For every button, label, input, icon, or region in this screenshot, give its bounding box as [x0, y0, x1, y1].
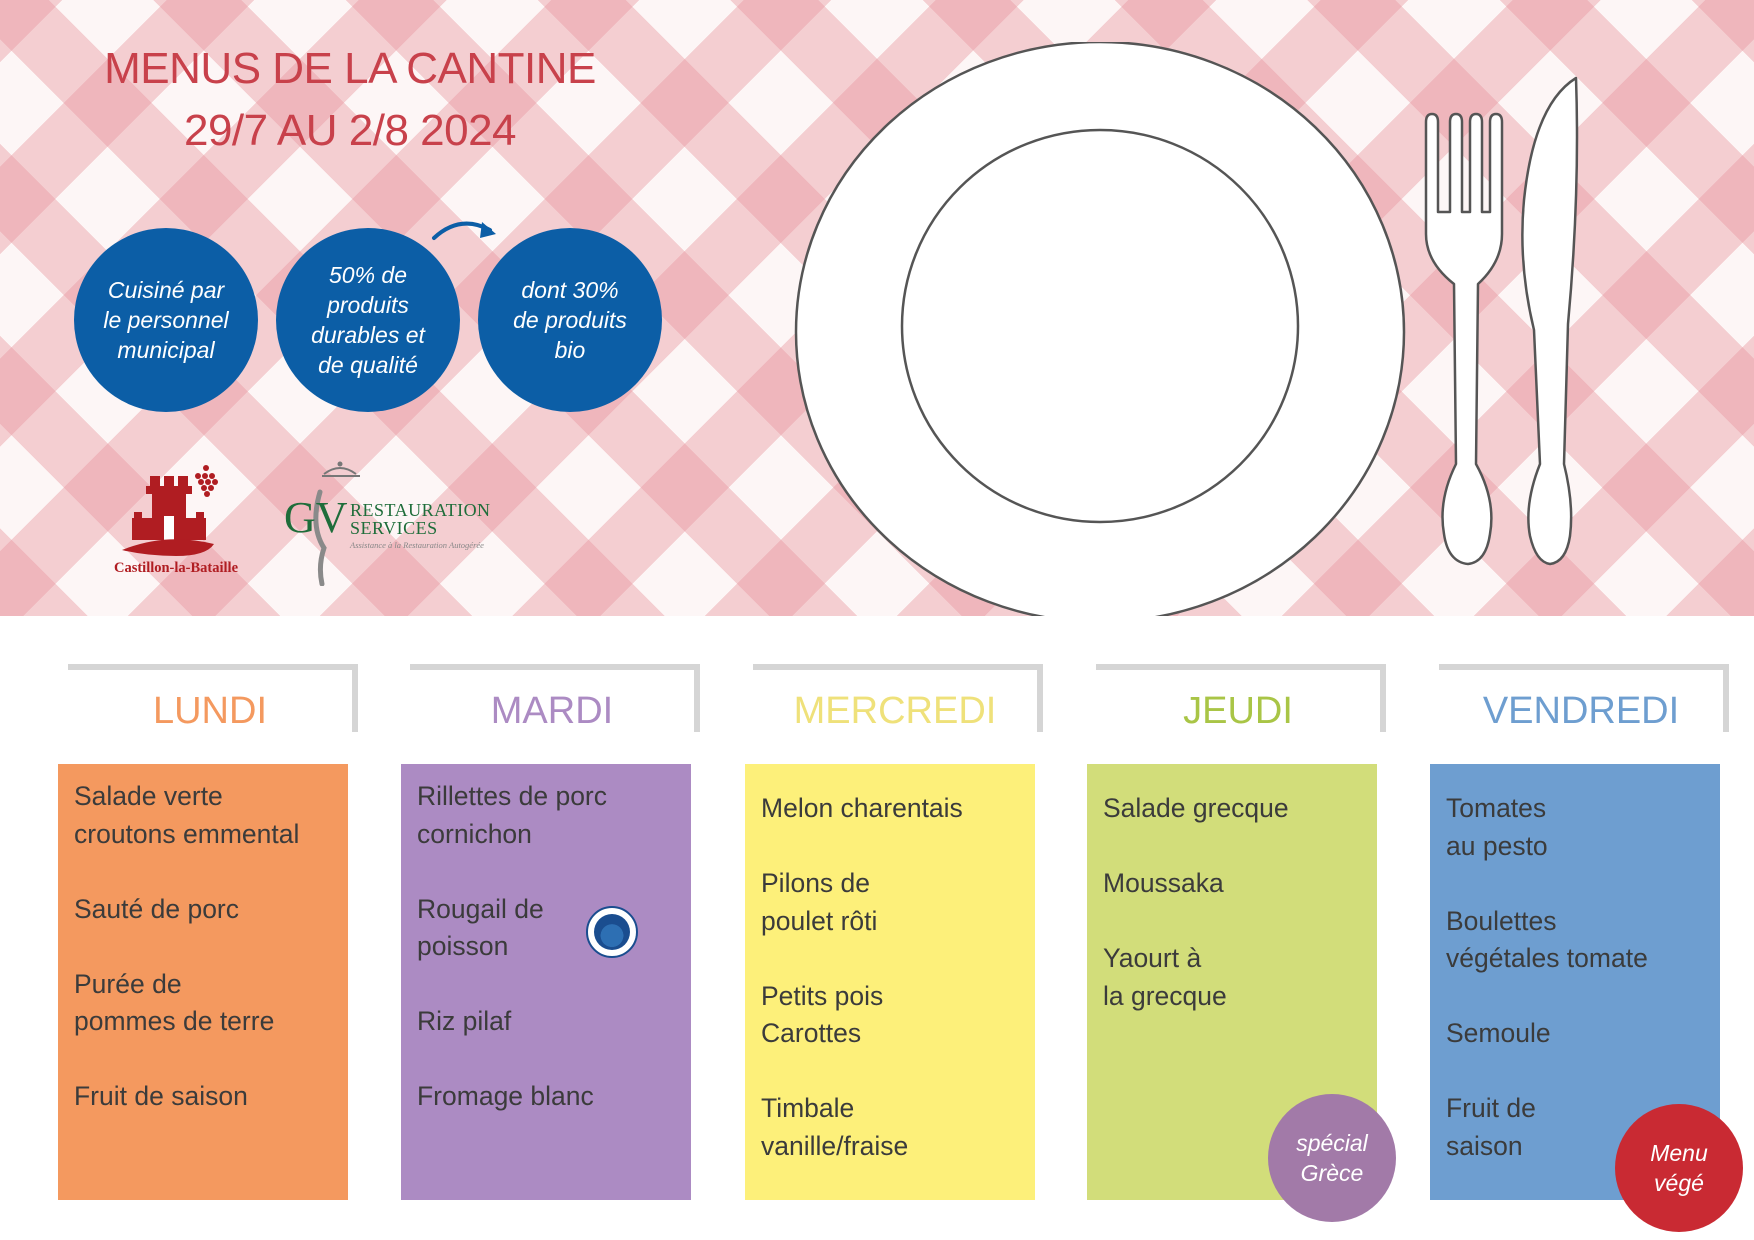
info-bubble-durables: 50% de produits durables et de qualité — [276, 228, 460, 412]
day-header-vendredi — [1439, 664, 1729, 732]
castillon-logo-text: Castillon-la-Bataille — [113, 560, 239, 576]
menu-item-dessert: Fruit de saison — [1446, 1093, 1536, 1161]
info-bubble-personnel: Cuisiné par le personnel municipal — [74, 228, 258, 412]
menu-item-dessert: Fruit de saison — [74, 1081, 248, 1111]
page-title: MENUS DE LA CANTINE — [104, 44, 596, 93]
menu-item-side: Semoule — [1446, 1018, 1551, 1048]
special-grece-badge: spécial Grèce — [1268, 1094, 1396, 1222]
menu-item-dessert: Fromage blanc — [417, 1081, 594, 1111]
day-menu-mercredi — [745, 764, 1035, 1200]
menu-item-dessert: Yaourt à la grecque — [1103, 943, 1227, 1011]
cutlery-icons — [1410, 74, 1590, 584]
menu-item-starter: Rillettes de porc cornichon — [417, 781, 608, 849]
knife-icon — [1522, 78, 1577, 564]
day-header-mardi — [410, 664, 700, 732]
date-range: 29/7 AU 2/8 2024 — [183, 106, 517, 155]
day-name: MERCREDI — [793, 690, 997, 732]
menu-item-starter: Salade verte croutons emmental — [74, 781, 300, 849]
menu-vege-badge: Menu végé — [1615, 1104, 1743, 1232]
day-header-lundi — [68, 664, 358, 732]
menu-item-main: Rougail de poisson — [417, 893, 544, 961]
gv-tagline: Assistance à la Restauration Autogérée — [350, 540, 484, 550]
info-bubble-bio: dont 30% de produits bio — [478, 228, 662, 412]
gv-restauration-logo — [280, 456, 510, 586]
menu-item-starter: Tomates au pesto — [1446, 793, 1548, 861]
menu-item-main: Boulettes végétales tomate — [1446, 905, 1648, 973]
menu-item-main: Sauté de porc — [74, 893, 240, 924]
day-name: JEUDI — [1183, 690, 1293, 732]
day-menu-mardi — [401, 764, 691, 1200]
tablecloth-background — [0, 0, 1754, 616]
menu-item-side: Petits pois Carottes — [761, 980, 884, 1048]
day-name: MARDI — [490, 690, 614, 732]
fork-icon — [1426, 114, 1502, 564]
curved-arrow-icon — [430, 214, 510, 254]
gv-text-services: SERVICES — [350, 518, 438, 538]
castillon-logo — [86, 462, 266, 582]
day-header-jeudi — [1096, 664, 1386, 732]
menu-item-side: Purée de pommes de terre — [74, 968, 275, 1036]
menu-item-dessert: Timbale vanille/fraise — [761, 1093, 909, 1161]
day-name: VENDREDI — [1482, 690, 1680, 732]
day-name: LUNDI — [152, 690, 268, 732]
peche-durable-label-icon — [586, 906, 638, 958]
menu-item-main: Pilons de poulet rôti — [761, 868, 878, 936]
gv-letters: GV — [284, 493, 348, 542]
gv-text-restauration: RESTAURATION — [350, 500, 491, 520]
menu-item-main: Moussaka — [1103, 868, 1224, 898]
day-menu-lundi — [58, 764, 348, 1200]
day-header-mercredi — [753, 664, 1043, 732]
menu-item-starter: Salade grecque — [1103, 793, 1289, 823]
castle-icon — [86, 462, 266, 562]
plate-icon — [788, 42, 1412, 616]
menu-item-starter: Melon charentais — [761, 793, 963, 823]
menu-item-side: Riz pilaf — [417, 1006, 512, 1036]
